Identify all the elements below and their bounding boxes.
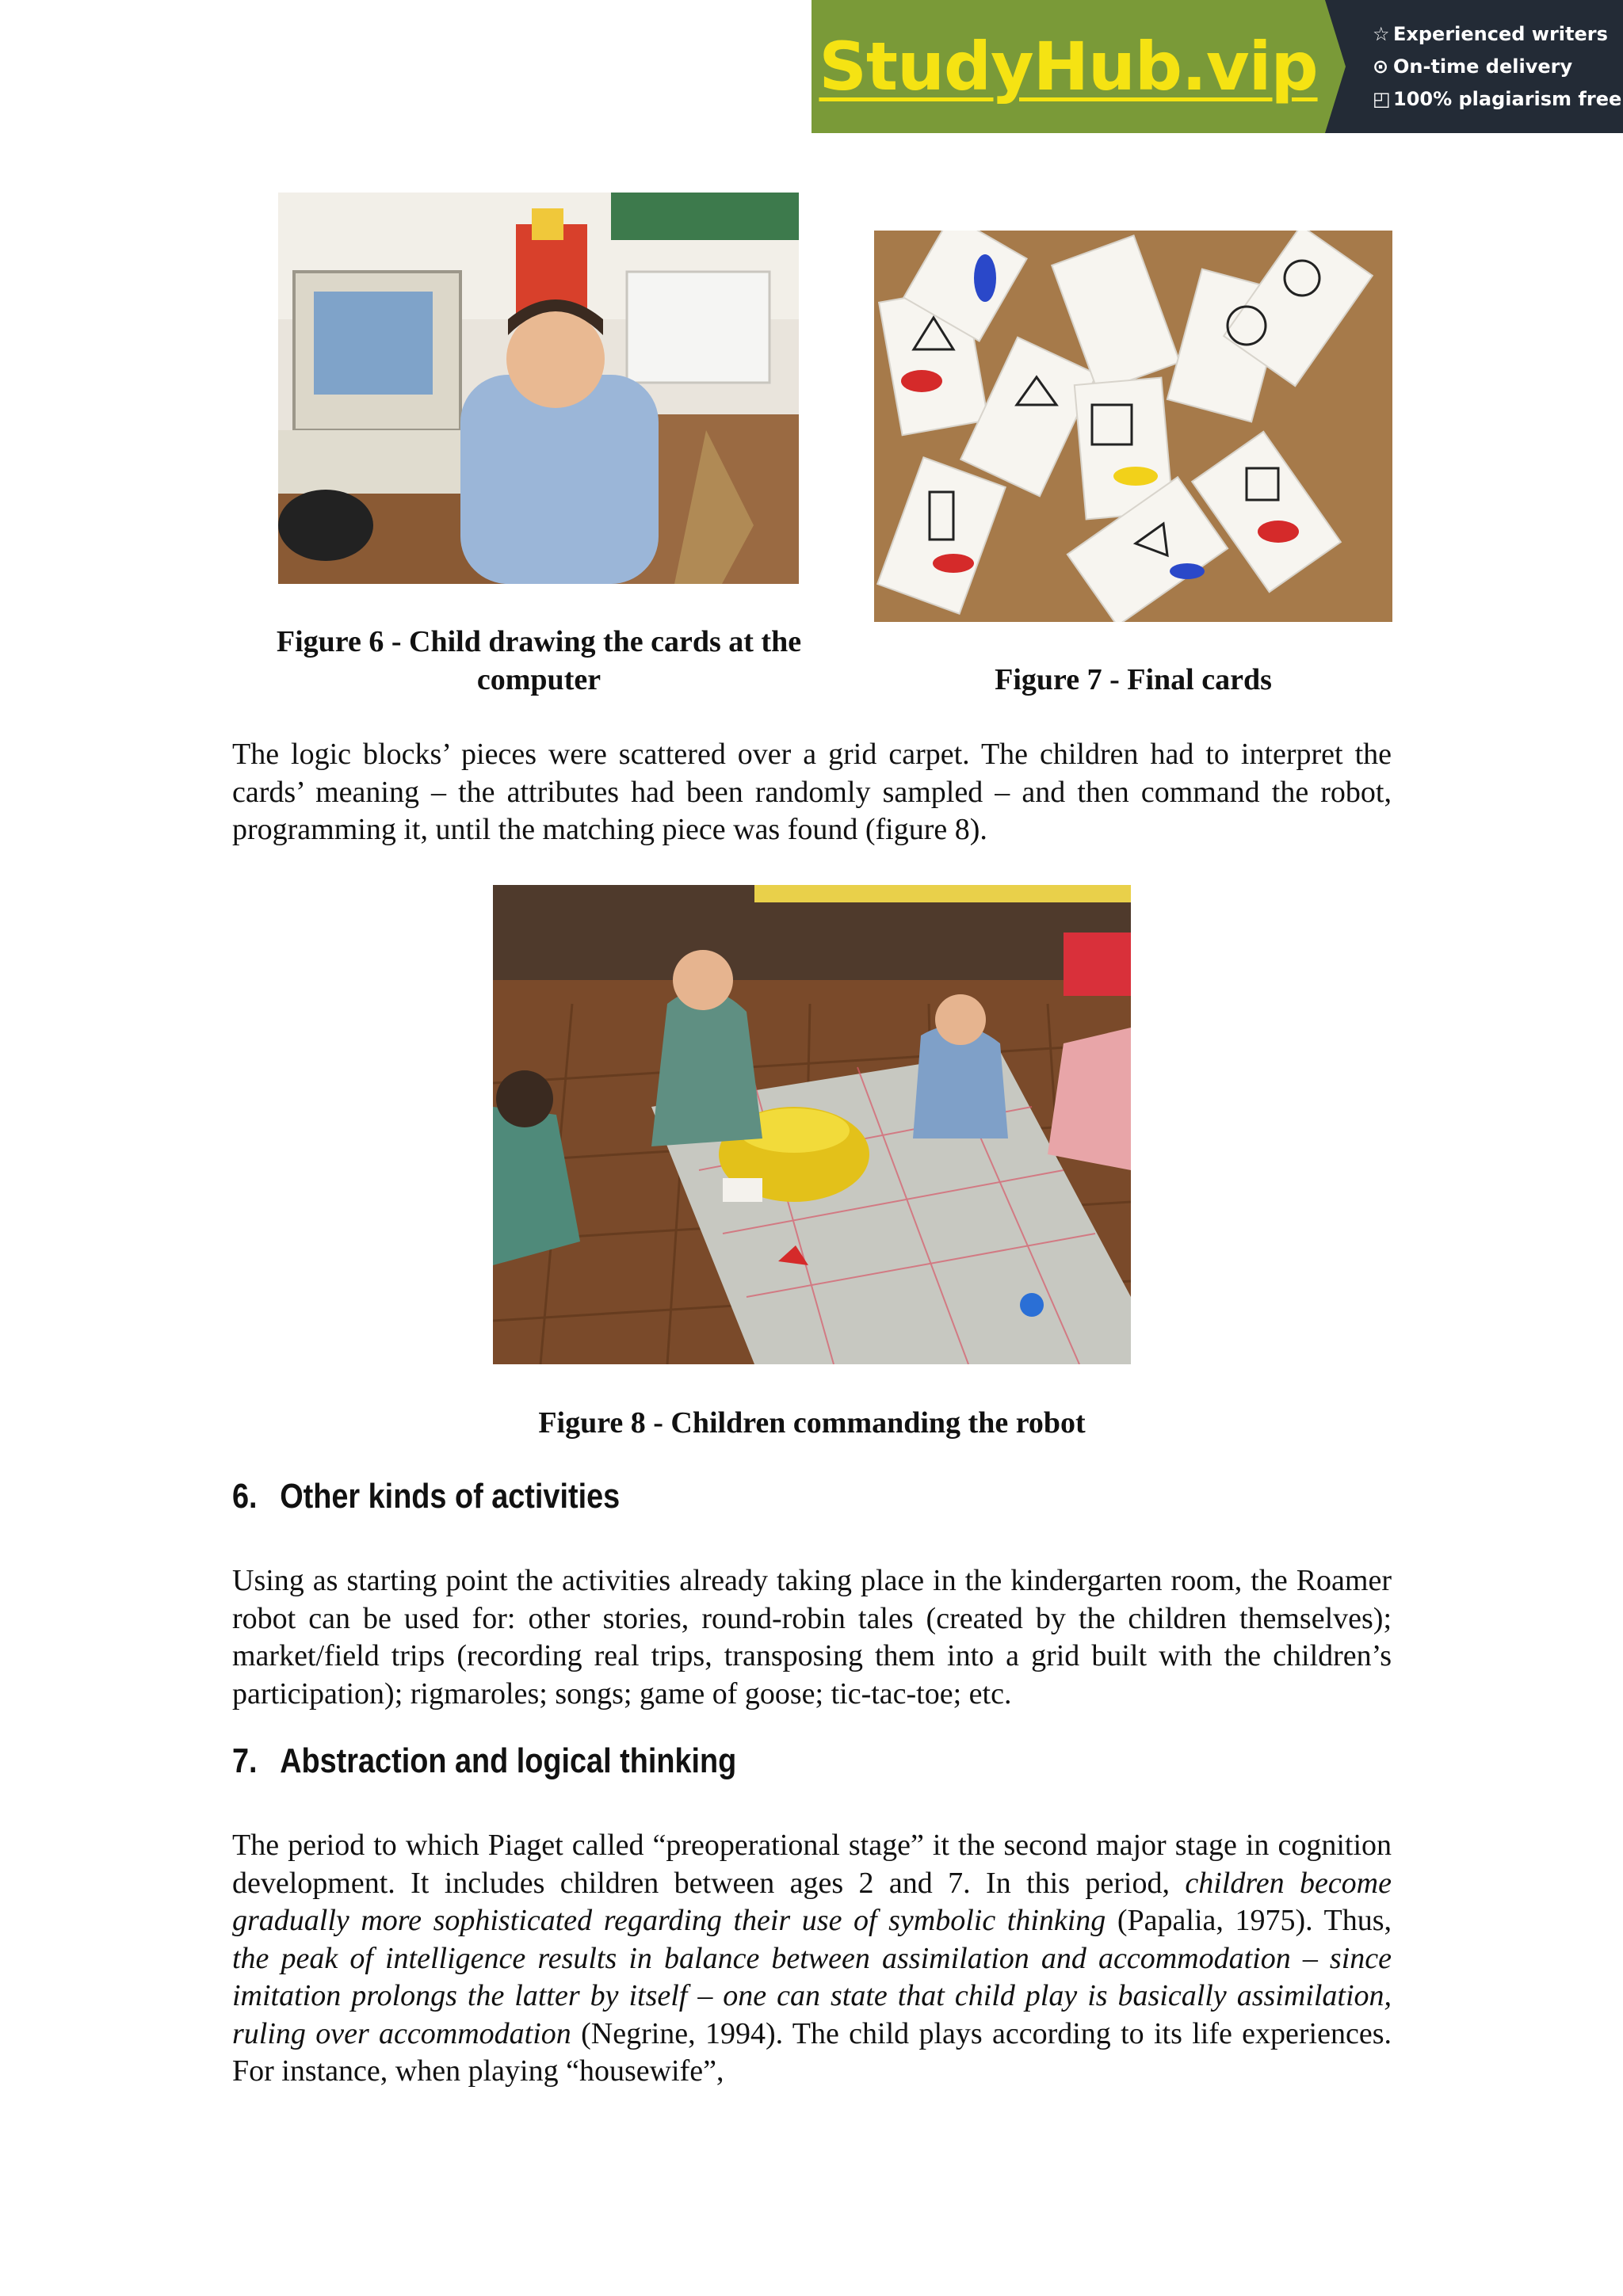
heading-other-activities — [232, 1477, 620, 1516]
feature-experienced: ☆ Experienced writers — [1373, 18, 1623, 51]
feature-plagiarism: ◰ 100% plagiarism free — [1373, 83, 1623, 116]
figure-6-photo — [278, 193, 799, 584]
heading-7-number: 7. — [232, 1741, 258, 1780]
star-icon: ☆ — [1373, 22, 1390, 45]
paragraph-other-activities: Using as starting point the activities already taking place in the kindergarten room, the Roamer robot can be used for: other stories, round-robin tales (created by the children themselves); market/field trips (recording real trips, transposing them into a grid built with the children’s participation); rigmaroles; songs; game of goose; tic-tac-toe; etc. — [232, 1564, 1392, 1711]
clock-icon: ⊙ — [1373, 55, 1389, 78]
paragraph-logic-blocks: The logic blocks’ pieces were scattered over a grid carpet. The children had to interpret the cards’ meaning – the attributes had been randomly sampled – and then command the robot, programming it, until the matching piece was found (figure 8). — [232, 738, 1392, 846]
figure-8-caption: Figure 8 - Children commanding the robot — [538, 1406, 1086, 1440]
feature-on-time: ⊙ On-time delivery — [1373, 51, 1623, 83]
figure-7-caption: Figure 7 - Final cards — [995, 663, 1272, 696]
banner-features — [1325, 0, 1623, 133]
banner-arrow-shape — [1325, 0, 1346, 133]
figure-8-photo — [493, 885, 1131, 1364]
heading-7-text: Abstraction and logical thinking — [280, 1741, 737, 1780]
heading-abstraction — [232, 1741, 736, 1781]
figure-7-photo — [874, 231, 1392, 622]
paragraph-piaget: The period to which Piaget called “preoperational stage” it the second major stage in cognition development. It includes children between ages 2 and 7. In this period, children become gradually more sophisticated regarding their use of symbolic thinking (Papalia, 1975). Thus, the peak of intelligence results in balance between assimilation and accommodation – since imitation prolongs the latter by itself – one can state that child play is basically assimilation, ruling over accommodation (Negrine, 1994). The child plays according to its life experiences. For instance, when playing “housewife”, — [232, 1829, 1392, 2088]
studyhub-logo[interactable] — [812, 0, 1325, 133]
heading-6-text: Other kinds of activities — [280, 1477, 621, 1516]
studyhub-banner[interactable] — [812, 0, 1623, 133]
figure-6-caption: Figure 6 - Child drawing the cards at the computer — [276, 625, 802, 696]
document-icon: ◰ — [1373, 87, 1391, 110]
brand-name: StudyHub.vip — [819, 28, 1318, 105]
heading-6-number: 6. — [232, 1477, 258, 1516]
